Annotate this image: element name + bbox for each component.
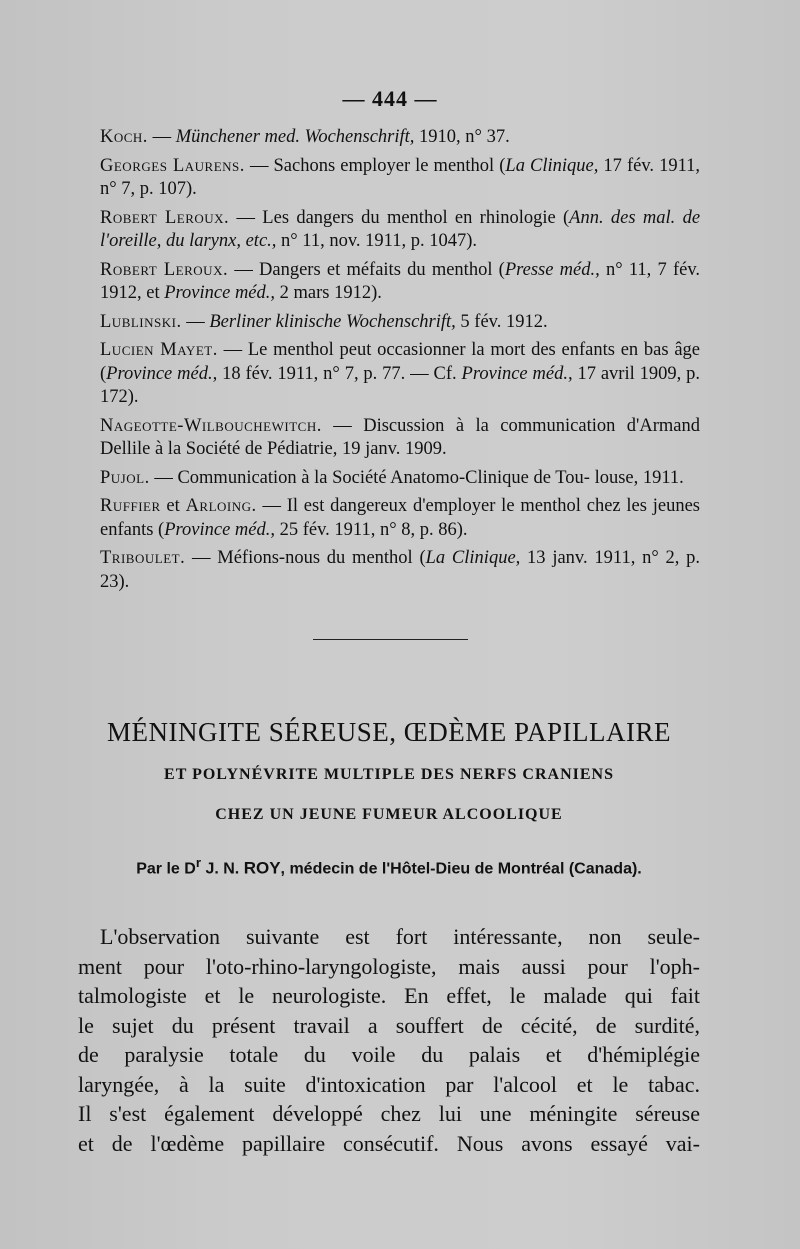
reference-author: Pujol. — [100, 467, 150, 488]
reference-leroux-1: Robert Leroux. — Les dangers du menthol en rhinologie (Ann. des mal. de l'oreille, du larynx, etc., n° 11, nov. 1911, p. 1047). — [100, 207, 701, 251]
reference-author: Triboulet. — [100, 548, 186, 568]
author-name: ROY — [243, 858, 281, 878]
reference-mayet: Lucien Mayet. — Le menthol peut occasionner la mort des enfants en bas âge (Province méd., 18 fév. 1911, n° 7, p. 77. — Cf. Province méd., 17 avril 1909, p. 172). — [100, 340, 701, 407]
reference-lublinski: Lublinski. — Berliner klinische Wochenschrift, 5 fév. 1912. — [100, 311, 548, 332]
reference-triboulet: Triboulet. — Méfions-nous du menthol (La Clinique, 13 janv. 1911, n° 2, p. 23). — [100, 548, 701, 592]
reference-koch: Koch. — Münchener med. Wochenschrift, 1910, n° 37. — [100, 127, 510, 147]
reference-laurens: Georges Laurens. — Sachons employer le menthol (La Clinique, 17 fév. 1911, n° 7, p. 107). — [100, 155, 701, 199]
body-line: L'observation suivante est fort intéressante, non seule- — [100, 924, 700, 949]
body-line: Il s'est également développé chez lui une méningite séreuse — [78, 1101, 700, 1126]
body-line: laryngée, à la suite d'intoxication par l'alcool et le tabac. — [78, 1071, 700, 1097]
reference-author: Ruffier — [100, 496, 161, 516]
reference-leroux-2: Robert Leroux. — Dangers et méfaits du menthol (Presse méd., n° 11, 7 fév. 1912, et Province méd., 2 mars 1912). — [100, 259, 700, 303]
article-title: MÉNINGITE SÉREUSE, ŒDÈME PAPILLAIRE — [107, 717, 671, 747]
reference-author: Georges Laurens. — [100, 155, 245, 176]
body-line: et de l'œdème papillaire consécutif. Nous avons essayé vai- — [78, 1130, 700, 1156]
reference-author: Koch. — [100, 127, 148, 147]
section-divider — [313, 639, 468, 640]
article-subtitle-2: CHEZ UN JEUNE FUMEUR ALCOOLIQUE — [215, 806, 563, 823]
reference-author: Robert Leroux. — [100, 207, 230, 228]
article-body — [78, 922, 700, 1158]
article-byline: Par le $D^r$ J. N. ROY, médecin de l'Hôtel-Dieu de Montréal (Canada). — [136, 855, 642, 878]
body-line: ment pour l'oto-rhino-laryngologiste, mais aussi pour l'oph- — [78, 953, 700, 979]
reference-author: Nageotte-Wilbouchewitch. — [100, 415, 322, 436]
reference-nageotte: Nageotte-Wilbouchewitch. — Discussion à la communication d'Armand Dellile à la Société de Pédiatrie, 19 janv. 1909. — [100, 415, 701, 459]
reference-pujol: Pujol. — Communication à la Société Anatomo-Clinique de Tou- louse, 1911. — [100, 467, 684, 488]
body-line: le sujet du présent travail a souffert de cécité, de surdité, — [78, 1012, 700, 1038]
reference-author: Lucien Mayet. — [100, 340, 218, 360]
reference-author: Arloing. — [185, 496, 257, 516]
page-number: — 444 — — [342, 86, 438, 111]
body-line: talmologiste et le neurologiste. En effet, le malade qui fait — [78, 983, 700, 1008]
reference-author: Lublinski. — [100, 311, 182, 332]
reference-author: Robert Leroux. — [100, 259, 229, 280]
bibliography — [78, 126, 700, 599]
body-line: de paralysie totale du voile du palais et d'hémiplégie — [78, 1042, 700, 1067]
article-subtitle-1: ET POLYNÉVRITE MULTIPLE DES NERFS CRANIENS — [164, 766, 614, 783]
reference-ruffier-arloing: Ruffier et Arloing. — Il est dangereux d'employer le menthol chez les jeunes enfants (Province méd., 25 fév. 1911, n° 8, p. 86). — [100, 496, 700, 540]
